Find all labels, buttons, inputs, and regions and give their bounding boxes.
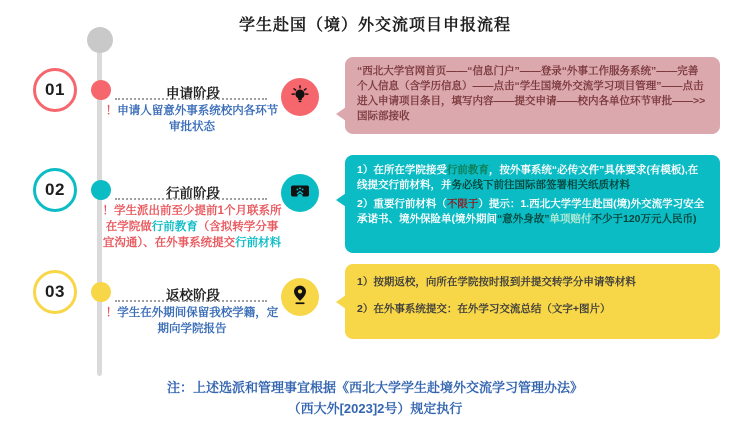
text-segment: 1）在所在学院接受: [357, 164, 447, 176]
stage-3-note: [102, 305, 282, 337]
text-segment: 2）在外事系统提交：在外学习交流总结（文字+图片）: [357, 302, 611, 315]
text-segment: 务必线下前往国际部签署相关纸质材料: [451, 178, 630, 191]
timeline-start-circle: [87, 27, 113, 53]
stage-2-number-badge: [33, 168, 77, 212]
stage-3-label: 返校阶段: [166, 288, 220, 303]
stage-3-timeline-dot: [91, 282, 111, 302]
stage-2-divider: [115, 198, 267, 200]
stage-2-label: 行前阶段: [166, 186, 220, 201]
text-segment: 申请人留意外事系统校内各环节审批状态: [117, 105, 279, 134]
stage-1-detail-text: [357, 64, 708, 124]
stage-2-timeline-dot: [91, 180, 111, 200]
stage-2-icon-circle: [281, 174, 319, 212]
location-pin-icon: [289, 284, 311, 311]
stage-1-divider: [115, 98, 267, 100]
stage-2-detail-text-2: [357, 197, 708, 227]
stage-2-detail-box: [345, 155, 720, 253]
stage-3-icon-circle: [281, 278, 319, 316]
text-segment: 单项赔付: [549, 212, 592, 225]
stage-2-number: 02: [45, 180, 65, 199]
stage-3-box-tail: [336, 295, 346, 309]
vr-goggles-icon: [288, 179, 312, 208]
stage-1-number: 01: [45, 80, 65, 99]
text-segment: ，按外事系统“必传文件”具体要求(有模板),在线提交行前材料，并: [357, 164, 699, 191]
text-segment: 行前教育: [151, 221, 198, 234]
page-title: 学生赴国（境）外交流项目申报流程: [238, 17, 511, 34]
text-segment: ！学生派出前至少提前1个月联系所在学院做: [102, 205, 282, 234]
text-segment: ！: [105, 307, 118, 319]
text-segment: “西北大学官网首页——“信息门户”——登录“外事工作服务系统”——完善个人信息（含学历信息）——点击“学生国境外交流学习项目管理”——点击进入申请项目条目，填写内容——提交申请——校内各单位环节审批——>>国际部接收: [357, 65, 706, 122]
stage-3-divider: [115, 300, 267, 302]
stage-3-detail-text-1: [357, 275, 708, 290]
stage-2-detail-text-1: [357, 163, 708, 193]
stage-3-detail-text-2: [357, 302, 708, 317]
footer-note-line-1: 注：上述选派和管理事宜根据《西北大学学生赴境外交流学习管理办法》: [166, 380, 583, 395]
stage-1-label: 申请阶段: [166, 86, 220, 101]
stage-1-box-tail: [336, 107, 346, 121]
text-segment: 行前材料: [235, 237, 282, 250]
stage-3-number: 03: [45, 282, 65, 301]
text-segment: ！: [105, 105, 118, 117]
text-segment: 学生在外期间保留我校学籍，定期向学院报告: [117, 307, 279, 336]
text-segment: “意外身故”: [497, 212, 550, 225]
text-segment: 2）重要行前材料（: [357, 197, 447, 210]
lightbulb-icon: [289, 84, 311, 111]
stage-3-detail-box: [345, 264, 720, 339]
text-segment: ）提示：1.西北大学学生赴国(境)外交流学习安全承诺书、境外保险单(境外期间: [357, 197, 705, 225]
stage-1-timeline-dot: [91, 80, 111, 100]
text-segment: 不少于120万元人民币): [591, 212, 697, 225]
stage-2-note: [102, 203, 282, 251]
text-segment: （含拟转学分事宜沟通）、在外事系统提交: [102, 221, 279, 250]
text-segment: 行前教育: [446, 164, 489, 176]
text-segment: 1）按期返校，向所在学院按时报到并提交转学分申请等材料: [357, 276, 636, 288]
stage-1-icon-circle: [281, 78, 319, 116]
stage-2-box-tail: [336, 193, 346, 207]
stage-1-note: [102, 103, 282, 135]
stage-3-number-badge: [33, 270, 77, 314]
footer-note-line-2: （西大外[2023]2号）规定执行: [287, 401, 463, 416]
stage-1-detail-box: [345, 57, 720, 134]
text-segment: 不限于: [446, 197, 479, 210]
stage-1-number-badge: [33, 68, 77, 112]
